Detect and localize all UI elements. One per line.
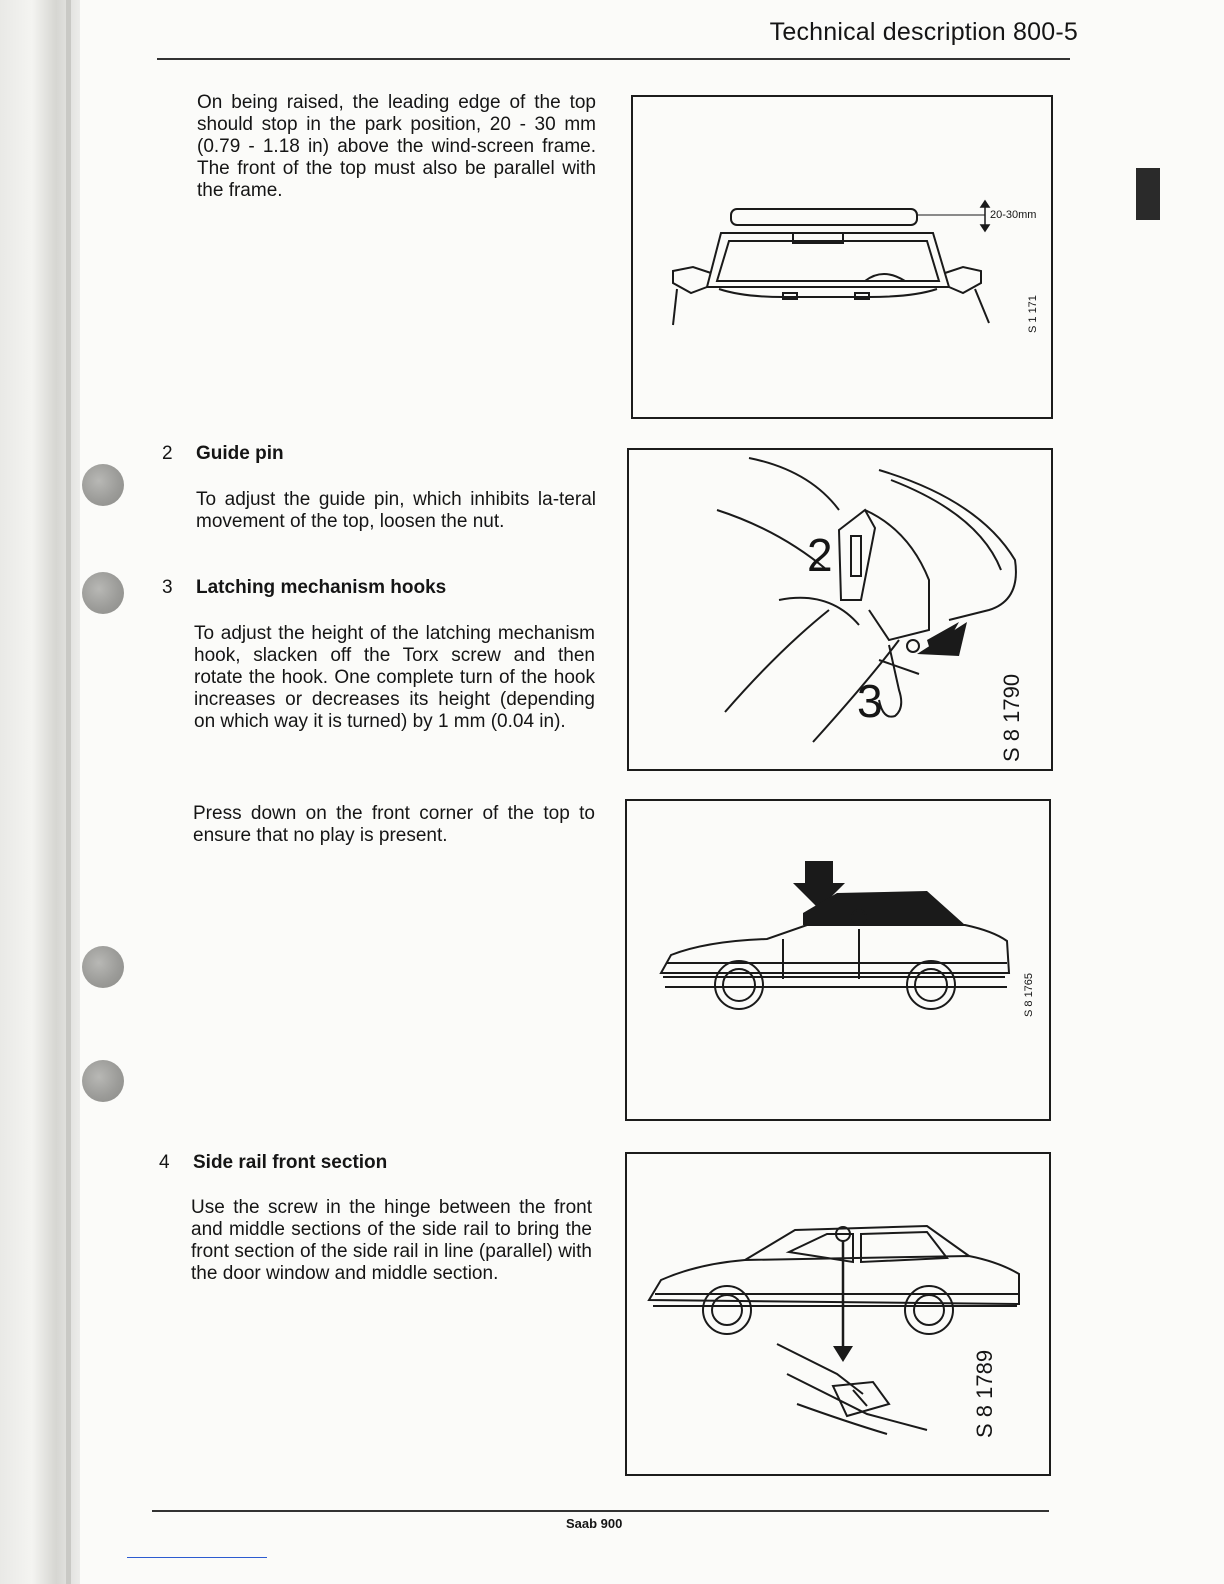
callout-number: 2 xyxy=(807,529,833,581)
section-heading-latching-hooks xyxy=(162,577,446,599)
punch-hole xyxy=(82,1060,124,1102)
binding-edge xyxy=(66,0,71,1584)
section-heading-guide-pin xyxy=(162,443,284,465)
figure-reference-code: S 8 1765 xyxy=(1023,972,1035,1017)
latching-hooks-paragraph: To adjust the height of the latching mechanism hook, slacken off the Torx screw and then rotate the hook. One complete turn of the hook increases or decreases its height (depending on which way it is turned) by 1 mm (0.04 in). xyxy=(194,623,595,732)
footer-model-name: Saab 900 xyxy=(566,1516,623,1531)
footer-rule xyxy=(152,1510,1049,1512)
callout-number: 3 xyxy=(857,675,883,727)
figure-guide-pin-hook xyxy=(627,448,1053,771)
figure-side-rail xyxy=(625,1152,1051,1476)
section-title: Guide pin xyxy=(196,443,284,464)
press-down-paragraph: Press down on the front corner of the top to ensure that no play is present. xyxy=(193,803,595,846)
figure-press-down xyxy=(625,799,1051,1121)
punch-hole xyxy=(82,464,124,506)
figure-reference-code: S 8 1790 xyxy=(999,673,1024,762)
windscreen-illustration xyxy=(633,97,1051,417)
figure-reference-code: S 8 1789 xyxy=(972,1349,997,1438)
section-tab-marker xyxy=(1136,168,1160,220)
intro-paragraph: On being raised, the leading edge of the top should stop in the park position, 20 - 30 mm (0.79 - 1.18 in) above the wind-screen frame. The front of the top must also be parallel with the frame. xyxy=(197,92,596,201)
page-header-title: Technical description 800-5 xyxy=(769,18,1078,46)
section-number: 3 xyxy=(162,577,173,598)
car-press-down-illustration xyxy=(627,801,1049,1119)
guide-pin-paragraph: To adjust the guide pin, which inhibits la-teral movement of the top, loosen the nut. xyxy=(196,489,596,532)
dimension-label: 20-30mm xyxy=(990,209,1037,221)
section-title: Side rail front section xyxy=(193,1152,388,1173)
footer-underline xyxy=(127,1557,267,1558)
section-number: 4 xyxy=(159,1152,170,1173)
punch-hole xyxy=(82,946,124,988)
figure-reference-code: S 1 171 xyxy=(1027,295,1039,333)
guide-pin-hook-illustration xyxy=(629,450,1051,769)
section-title: Latching mechanism hooks xyxy=(196,577,447,598)
header-rule xyxy=(157,58,1070,60)
figure-windscreen-front xyxy=(631,95,1053,419)
side-rail-paragraph: Use the screw in the hinge between the front and middle sections of the side rail to bring the front section of the side rail in line (parallel) with the door window and middle section. xyxy=(191,1197,592,1284)
punch-hole xyxy=(82,572,124,614)
section-heading-side-rail xyxy=(159,1152,387,1174)
section-number: 2 xyxy=(162,443,173,464)
